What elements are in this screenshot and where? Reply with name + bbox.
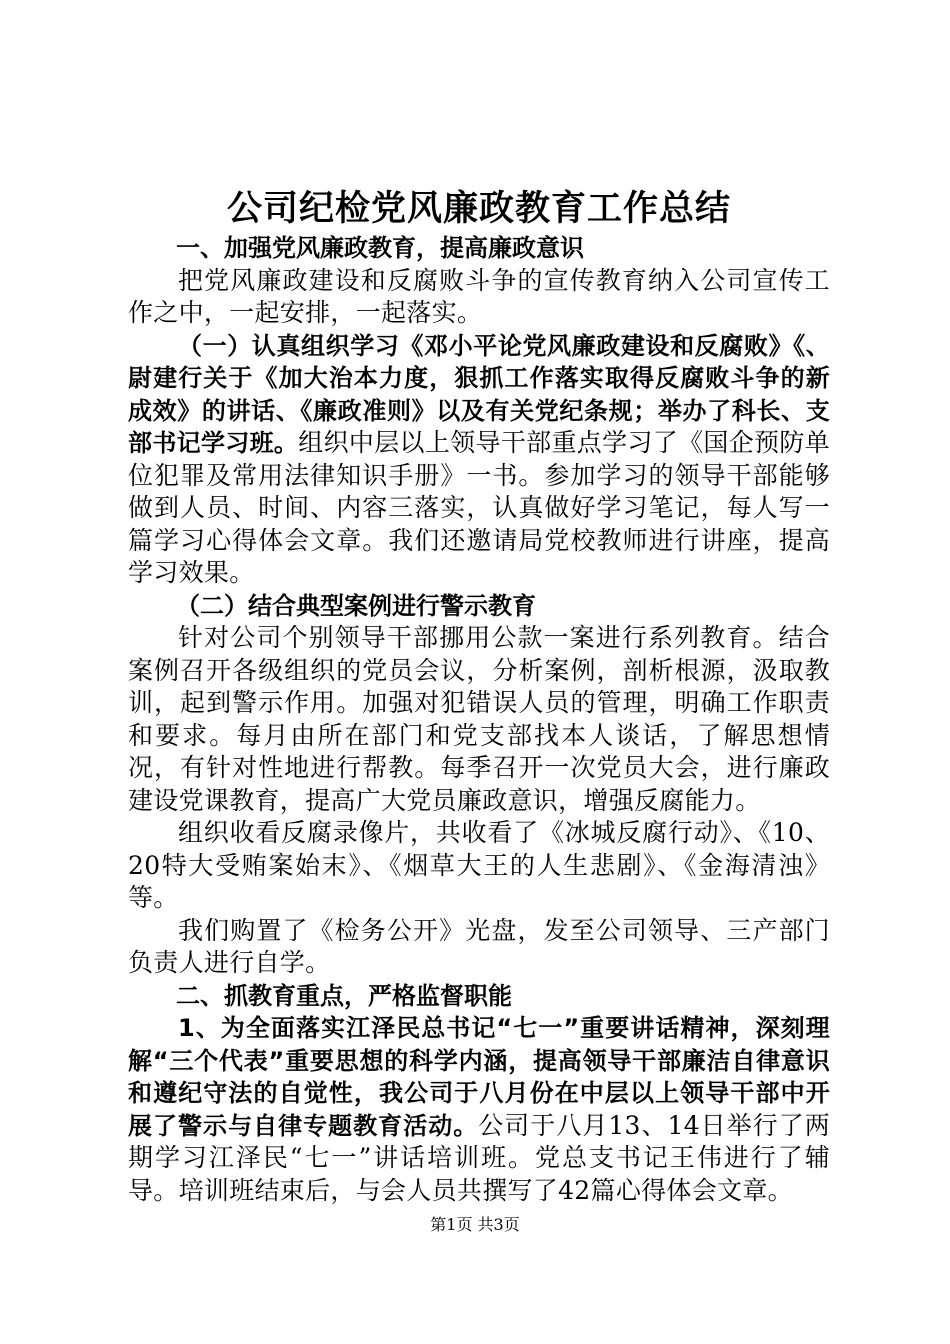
- document-body: [128, 186, 830, 1207]
- section2-item1-text: 公司于八月13、14日举行了两期学习江泽民“七一”讲话培训班。党总支书记王伟进行了辅导。培训班结束后，与会人员共撰写了42篇心得体会文章。: [128, 1110, 831, 1205]
- section1-sub2-paragraph-1: 针对公司个别领导干部挪用公款一案进行系列教育。结合案例召开各级组织的党员会议，分析案例，剖析根源，汲取教训，起到警示作用。加强对犯错误人员的管理，明确工作职责和要求。每月由所在部门和党支部找本人谈话，了解思想情况，有针对性地进行帮教。每季召开一次党员大会，进行廉政建设党课教育，提高广大党员廉政意识，增强反腐能力。: [128, 623, 830, 815]
- section1-sub1-paragraph: [128, 330, 830, 590]
- section1-heading: 一、加强党风廉政教育，提高廉政意识: [176, 234, 584, 262]
- section1-intro: 把党风廉政建设和反腐败斗争的宣传教育纳入公司宣传工作之中，一起安排，一起落实。: [128, 265, 830, 327]
- page-number-footer: 第1页 共3页: [430, 1215, 520, 1234]
- section1-sub2-heading: （二）结合典型案例进行警示教育: [176, 591, 536, 620]
- section2-heading: 二、抓教育重点，严格监督职能: [176, 981, 512, 1010]
- section2-item1-bold: 1、为全面落实江泽民总书记“七一”重要讲话精神，深刻理解“三个代表”重要思想的科学内涵，提高领导干部廉洁自律意识和遵纪守法的自觉性，我公司于八月份在中层以上领导干部中开展了警示与自律专题教育活动。: [128, 1014, 830, 1140]
- section1-sub2-paragraph-2: 组织收看反腐录像片，共收看了《冰城反腐行动》、《10、20特大受贿案始末》、《烟草大王的人生悲剧》、《金海清浊》等。: [128, 818, 830, 912]
- section2-item1-paragraph: [128, 1012, 830, 1207]
- section1-sub1-bold: （一）认真组织学习《邓小平论党风廉政建设和反腐败》《、尉建行关于《加大治本力度，狠抓工作落实取得反腐败斗争的新成效》的讲话、《廉政准则》以及有关党纪条规；举办了科长、支部书记学习班。: [128, 331, 830, 457]
- section1-sub2-paragraph-3: 我们购置了《检务公开》光盘，发至公司领导、三产部门负责人进行自学。: [128, 915, 830, 977]
- document-title: 公司纪检党风廉政教育工作总结: [226, 189, 731, 229]
- section1-sub1-text: 组织中层以上领导干部重点学习了《国企预防单位犯罪及常用法律知识手册》一书。参加学习的领导干部能够做到人员、时间、内容三落实，认真做好学习笔记，每人写一篇学习心得体会文章。我们还邀请局党校教师进行讲座，提高学习效果。: [128, 428, 830, 587]
